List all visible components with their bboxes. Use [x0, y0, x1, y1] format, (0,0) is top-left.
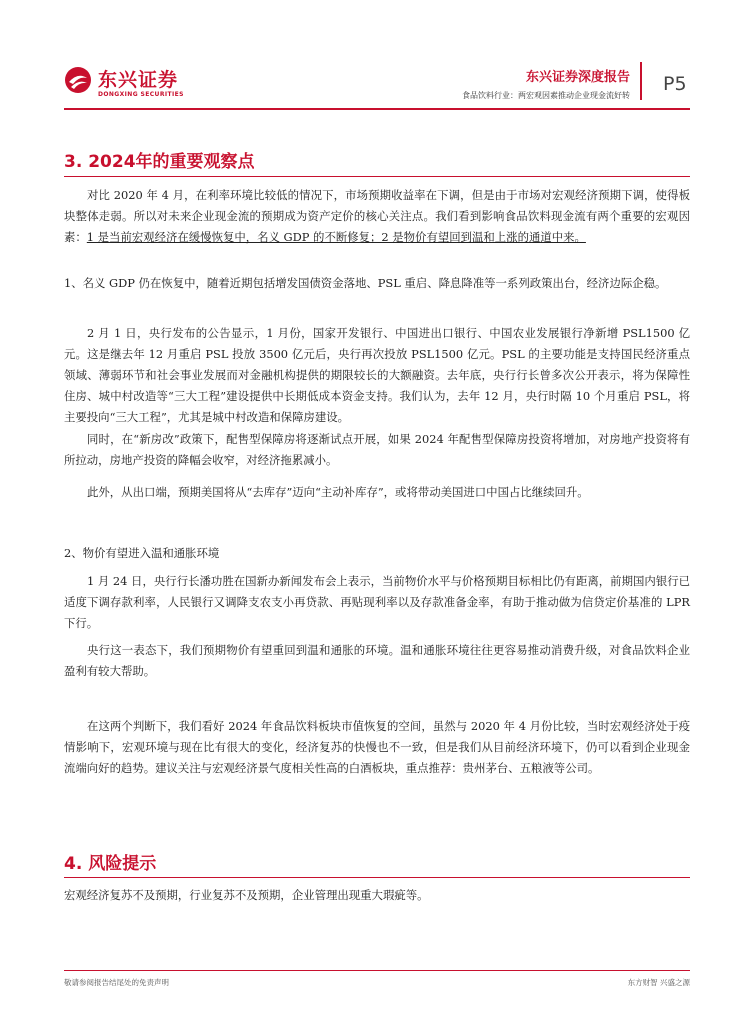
risk-text: 宏观经济复苏不及预期，行业复苏不及预期，企业管理出现重大瑕疵等。: [64, 888, 429, 902]
point-2-paragraph-2: 央行这一表态下，我们预期物价有望重回到温和通胀的环境。温和通胀环境往往更容易推动消费升级，对食品饮料企业盈利有较大帮助。: [64, 643, 690, 678]
report-type: 东兴证券深度报告: [525, 70, 630, 85]
section-4-rule: [64, 877, 690, 878]
point-2-title: 2、物价有望进入温和通胀环境: [64, 546, 220, 560]
point-1-paragraph-2: 同时，在“新房改”政策下，配售型保障房将逐渐试点开展，如果 2024 年配售型保障房投资将增加，对房地产投资将有所拉动，房地产投资的降幅会收窄，对经济拖累减小。: [64, 432, 690, 467]
section-3-rule: [64, 176, 690, 177]
footer-slogan: 东方财智 兴盛之源: [627, 978, 690, 987]
report-subtitle: 食品饮料行业：两宏观因素推动企业现金流好转: [462, 91, 630, 100]
section-3-heading: 3. 2024年的重要观察点: [64, 152, 255, 172]
company-logo: [64, 64, 184, 104]
point-1-paragraph-1: 2 月 1 日，央行发布的公告显示，1 月份，国家开发银行、中国进出口银行、中国农业发展银行净新增 PSL1500 亿元。这是继去年 12 月重启 PSL 投放 3500 亿元后，央行再次投放 PSL1500 亿元。PSL 的主要功能是支持国民经济重点领域、薄弱环节和社会事业发展而对金融机构提供的期限较长的大额融资。去年底，央行行长曾多次公开表示，将为保障性住房、城中村改造等“三大工程”建设提供中长期低成本资金支持。我们认为，去年 12 月，央行时隔 10 个月重启 PSL，将主要投向“三大工程”，尤其是城中村改造和保障房建设。: [64, 326, 690, 424]
footer-disclaimer: 敬请参阅报告结尾处的免责声明: [64, 978, 169, 987]
logo-english-name: DONGXING SECURITIES: [98, 91, 184, 98]
dongxing-logo-icon: [64, 66, 92, 94]
section-4-heading: 4. 风险提示: [64, 854, 157, 874]
page-number: P5: [663, 73, 687, 95]
header-rule: [64, 108, 690, 110]
point-2-paragraph-1: 1 月 24 日，央行行长潘功胜在国新办新闻发布会上表示，当前物价水平与价格预期目标相比仍有距离，前期国内银行已适度下调存款利率，人民银行又调降支农支小再贷款、再贴现利率以及存款准备金率，有助于推动做为信贷定价基准的 LPR 下行。: [64, 574, 690, 630]
point-1-title: 1、名义 GDP 仍在恢复中，随着近期包括增发国债资金落地、PSL 重启、降息降准等一系列政策出台，经济边际企稳。: [64, 276, 667, 290]
footer-rule: [64, 970, 690, 971]
intro-paragraph: [64, 185, 690, 248]
conclusion-paragraph: 在这两个判断下，我们看好 2024 年食品饮料板块市值恢复的空间，虽然与 2020 年 4 月份比较，当时宏观经济处于疫情影响下，宏观环境与现在比有很大的变化，经济复苏的快慢也不一致，但是我们从目前经济环境下，仍可以看到企业现金流端向好的趋势。建议关注与宏观经济景气度相关性高的白酒板块，重点推荐：贵州茅台、五粮液等公司。: [64, 719, 690, 775]
logo-chinese-name: 东兴证券: [98, 69, 179, 91]
header-separator: [640, 62, 642, 100]
intro-underlined-text: 1 是当前宏观经济在缓慢恢复中，名义 GDP 的不断修复；2 是物价有望回到温和上涨的通道中来。: [86, 230, 586, 244]
intro-text: 对比 2020 年 4 月，在利率环境比较低的情况下，市场预期收益率在下调，但是由于市场对宏观经济预期下调，使得板块整体走弱。所以对未来企业现金流的预期成为资产定价的核心关注点。我们看到影响食品饮料现金流有两个重要的宏观因素：: [64, 188, 690, 244]
point-1-paragraph-3: 此外，从出口端，预期美国将从“去库存”迈向“主动补库存”，或将带动美国进口中国占比继续回升。: [87, 485, 589, 499]
